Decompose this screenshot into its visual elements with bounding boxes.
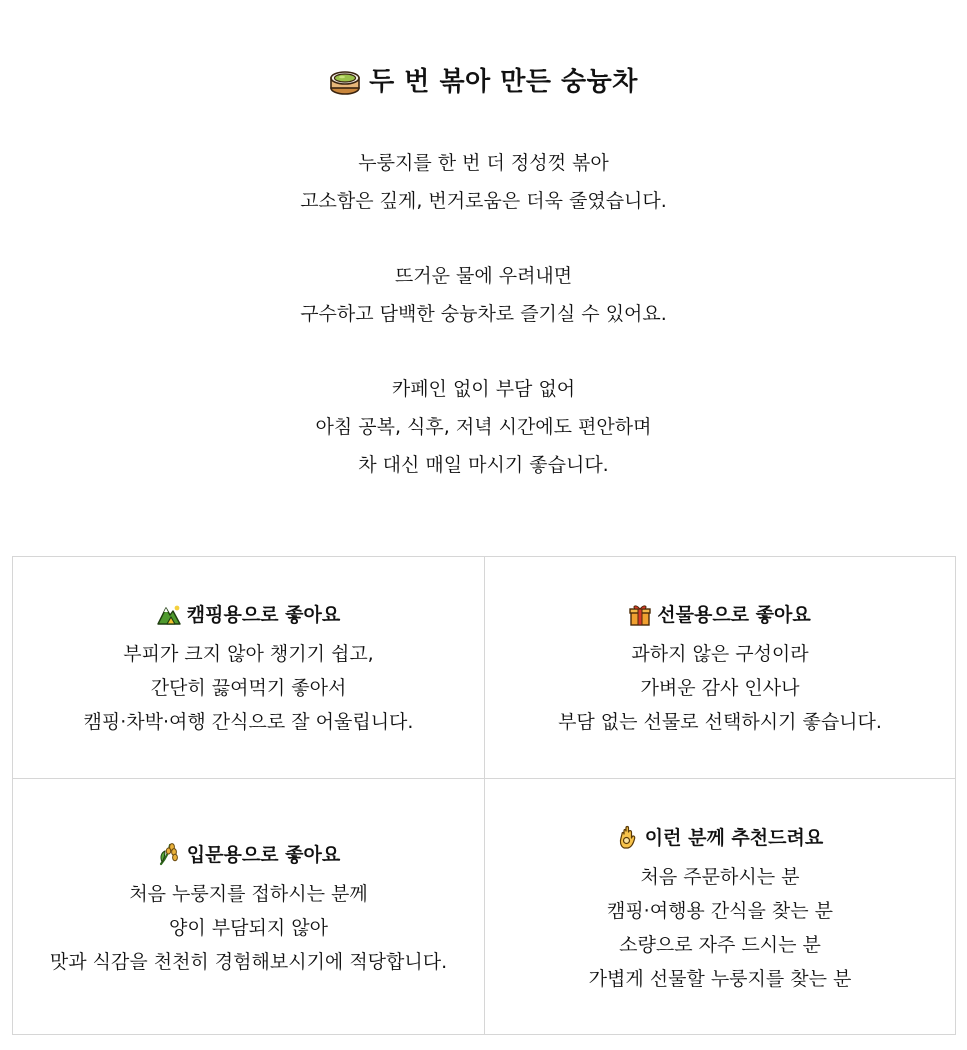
- gift-card-line: 과하지 않은 구성이라: [631, 643, 809, 665]
- intro-text: [0, 144, 967, 484]
- gift-icon: [629, 603, 651, 637]
- camping-card-line: 간단히 끓여먹기 좋아서: [150, 677, 347, 699]
- gift-card-heading: [485, 598, 955, 637]
- rice-plant-icon: [157, 842, 181, 877]
- intro-line: 구수하고 담백한 숭늉차로 즐기실 수 있어요.: [300, 303, 667, 325]
- intro-line: 아침 공복, 식후, 저녁 시간에도 편안하며: [315, 416, 652, 438]
- gift-card-title: 선물용으로 좋아요: [657, 604, 811, 626]
- intro-paragraph: [0, 144, 967, 220]
- gift-card: [485, 557, 955, 779]
- page-title-text: 두 번 볶아 만든 숭늉차: [369, 67, 638, 97]
- starter-card-line: 양이 부담되지 않아: [169, 917, 328, 939]
- intro-line: 카페인 없이 부담 없어: [391, 378, 576, 400]
- starter-card: [13, 779, 485, 1034]
- intro-paragraph: [0, 370, 967, 484]
- recommend-card-line: 캠핑·여행용 간식을 찾는 분: [606, 900, 834, 922]
- page-title: [0, 64, 967, 106]
- starter-card-line: 맛과 식감을 천천히 경험해보시기에 적당합니다.: [49, 951, 448, 973]
- starter-card-heading: [13, 838, 484, 877]
- intro-line: 뜨거운 물에 우려내면: [394, 265, 573, 287]
- camping-card-title: 캠핑용으로 좋아요: [186, 604, 341, 626]
- gift-card-line: 부담 없는 선물로 선택하시기 좋습니다.: [558, 711, 882, 733]
- recommend-card-heading: [485, 821, 955, 860]
- tea-bowl-icon: [329, 68, 361, 106]
- camping-card-heading: [13, 598, 484, 637]
- recommend-card-line: 가볍게 선물할 누룽지를 찾는 분: [588, 968, 852, 990]
- recommend-card-line: 소량으로 자주 드시는 분: [619, 934, 821, 956]
- intro-line: 고소함은 깊게, 번거로움은 더욱 줄였습니다.: [300, 190, 667, 212]
- intro-line: 차 대신 매일 마시기 좋습니다.: [358, 454, 609, 476]
- camping-card: [13, 557, 485, 779]
- camping-icon: [157, 603, 181, 637]
- recommend-card: [485, 779, 955, 1034]
- recommend-card-line: 처음 주문하시는 분: [640, 866, 800, 888]
- camping-card-line: 부피가 크지 않아 챙기기 쉽고,: [123, 643, 374, 665]
- intro-line: 누룽지를 한 번 더 정성껏 볶아: [358, 152, 609, 174]
- recommend-card-title: 이런 분께 추천드려요: [644, 827, 824, 849]
- intro-paragraph: [0, 257, 967, 333]
- starter-card-title: 입문용으로 좋아요: [186, 844, 341, 866]
- gift-card-line: 가벼운 감사 인사나: [640, 677, 800, 699]
- starter-card-line: 처음 누룽지를 접하시는 분께: [129, 883, 368, 905]
- ok-hand-icon: [617, 825, 639, 860]
- camping-card-line: 캠핑·차박·여행 간식으로 잘 어울립니다.: [83, 711, 414, 733]
- feature-grid: [12, 556, 956, 1035]
